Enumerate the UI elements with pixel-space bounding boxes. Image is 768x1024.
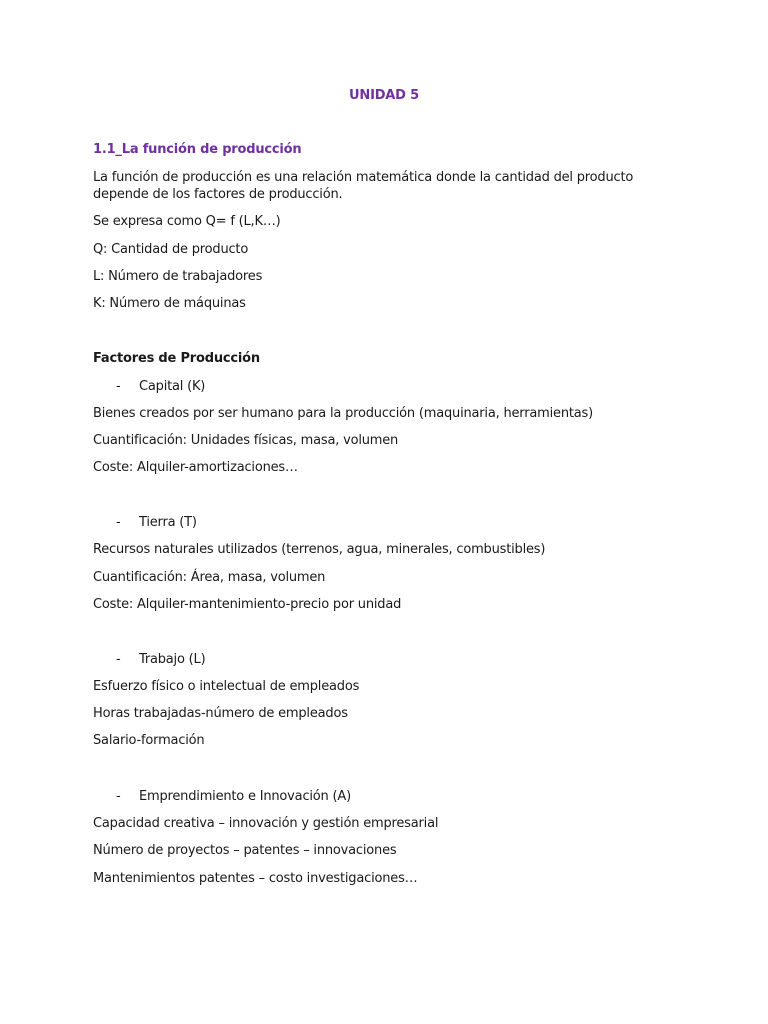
bullet-dash: - <box>116 515 121 530</box>
factor-emprendimiento-quant: Número de proyectos – patentes – innovaciones <box>93 843 397 858</box>
factor-trabajo-label: Trabajo (L) <box>139 652 206 667</box>
factors-heading: Factores de Producción <box>93 351 260 366</box>
factor-emprendimiento-desc: Capacidad creativa – innovación y gestión empresarial <box>93 816 439 831</box>
formula-line: Se expresa como Q= f (L,K…) <box>93 214 281 229</box>
factor-trabajo-desc: Esfuerzo físico o intelectual de empleados <box>93 679 360 694</box>
factor-emprendimiento-cost: Mantenimientos patentes – costo investigaciones… <box>93 871 418 886</box>
factor-tierra-quant: Cuantificación: Área, masa, volumen <box>93 570 326 585</box>
variable-l: L: Número de trabajadores <box>93 269 263 284</box>
bullet-dash: - <box>116 789 121 804</box>
factor-tierra-desc: Recursos naturales utilizados (terrenos, agua, minerales, combustibles) <box>93 542 546 557</box>
bullet-dash: - <box>116 379 121 394</box>
factor-capital-cost: Coste: Alquiler-amortizaciones… <box>93 460 298 475</box>
factor-emprendimiento-label: Emprendimiento e Innovación (A) <box>139 789 351 804</box>
factor-tierra-cost: Coste: Alquiler-mantenimiento-precio por unidad <box>93 597 402 612</box>
bullet-dash: - <box>116 652 121 667</box>
section-heading: 1.1_La función de producción <box>93 142 302 157</box>
factor-capital-desc: Bienes creados por ser humano para la producción (maquinaria, herramientas) <box>93 406 593 421</box>
factor-tierra-label: Tierra (T) <box>139 515 197 530</box>
factor-trabajo-quant: Horas trabajadas-número de empleados <box>93 706 348 721</box>
variable-q: Q: Cantidad de producto <box>93 242 249 257</box>
factor-capital-quant: Cuantificación: Unidades físicas, masa, volumen <box>93 433 399 448</box>
factor-trabajo-cost: Salario-formación <box>93 733 205 748</box>
paragraph-definition: La función de producción es una relación matemática donde la cantidad del producto depende de los factores de producción. <box>93 170 634 202</box>
document-title: UNIDAD 5 <box>349 88 419 103</box>
variable-k: K: Número de máquinas <box>93 296 246 311</box>
factor-capital-label: Capital (K) <box>139 379 206 394</box>
